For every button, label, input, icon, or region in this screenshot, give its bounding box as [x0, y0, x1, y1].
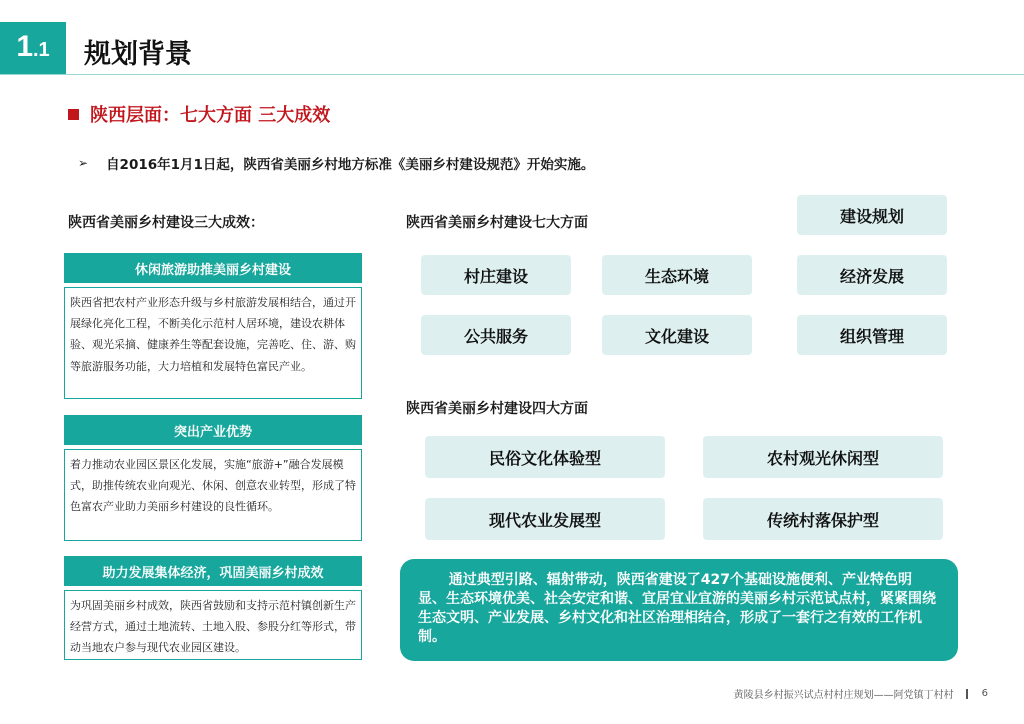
seven-aspects-heading: 陕西省美丽乡村建设七大方面	[406, 215, 588, 231]
subheading-text: 陕西层面：七大方面 三大成效	[90, 105, 331, 126]
achievement-3-title: 助力发展集体经济，巩固美丽乡村成效	[64, 556, 362, 586]
policy-bullet-text: 自2016年1月1日起，陕西省美丽乡村地方标准《美丽乡村建设规范》开始实施。	[106, 157, 595, 173]
three-achievements-heading: 陕西省美丽乡村建设三大成效：	[68, 215, 264, 231]
policy-bullet	[78, 153, 594, 173]
four-aspects-heading: 陕西省美丽乡村建设四大方面	[406, 401, 588, 417]
achievement-3-body: 为巩固美丽乡村成效，陕西省鼓励和支持示范村镇创新生产经营方式，通过土地流转、土地入股、参股分红等形式，带动当地农户参与现代农业园区建设。	[64, 590, 362, 660]
page-number: 6	[981, 688, 988, 699]
achievement-2-title: 突出产业优势	[64, 415, 362, 445]
aspect-ecology: 生态环境	[602, 255, 752, 295]
aspect-planning: 建设规划	[797, 195, 947, 235]
aspect-culture: 文化建设	[602, 315, 752, 355]
achievement-2-body: 着力推动农业园区景区化发展，实施“旅游+”融合发展模式，助推传统农业向观光、休闲、创意农业转型，形成了特色富农产业助力美丽乡村建设的良性循环。	[64, 449, 362, 541]
red-square-icon	[68, 109, 79, 120]
achievement-1-title: 休闲旅游助推美丽乡村建设	[64, 253, 362, 283]
subheading	[68, 101, 330, 127]
section-number-major: 1	[16, 30, 33, 63]
aspect-public-service: 公共服务	[421, 315, 571, 355]
achievement-1-body: 陕西省把农村产业形态升级与乡村旅游发展相结合，通过开展绿化亮化工程，不断美化示范村人居环境，建设农耕体验、观光采摘、健康养生等配套设施，完善吃、住、游、购等旅游服务功能，大力培植和发展特色富民产业。	[64, 287, 362, 399]
summary-box: 通过典型引路、辐射带动，陕西省建设了427个基础设施便利、产业特色明显、生态环境优美、社会安定和谐、宜居宜业宜游的美丽乡村示范试点村，紧紧围绕生态文明、产业发展、乡村文化和社区治理相结合，形成了一套行之有效的工作机制。	[400, 559, 958, 661]
page-title: 规划背景	[84, 39, 192, 70]
arrow-bullet-icon: ➢	[78, 156, 89, 170]
section-number-badge	[0, 22, 66, 74]
footer-separator	[966, 689, 968, 699]
footer-text: 黄陵县乡村振兴试点村村庄规划——阿党镇丁村村	[733, 690, 954, 701]
header-divider	[0, 74, 1024, 75]
aspect-economy: 经济发展	[797, 255, 947, 295]
type-traditional-village: 传统村落保护型	[703, 498, 943, 540]
type-modern-agriculture: 现代农业发展型	[425, 498, 665, 540]
type-folk-culture: 民俗文化体验型	[425, 436, 665, 478]
section-number-minor: .1	[33, 39, 50, 61]
type-rural-leisure: 农村观光休闲型	[703, 436, 943, 478]
aspect-organization: 组织管理	[797, 315, 947, 355]
aspect-village-construction: 村庄建设	[421, 255, 571, 295]
footer	[734, 686, 988, 701]
